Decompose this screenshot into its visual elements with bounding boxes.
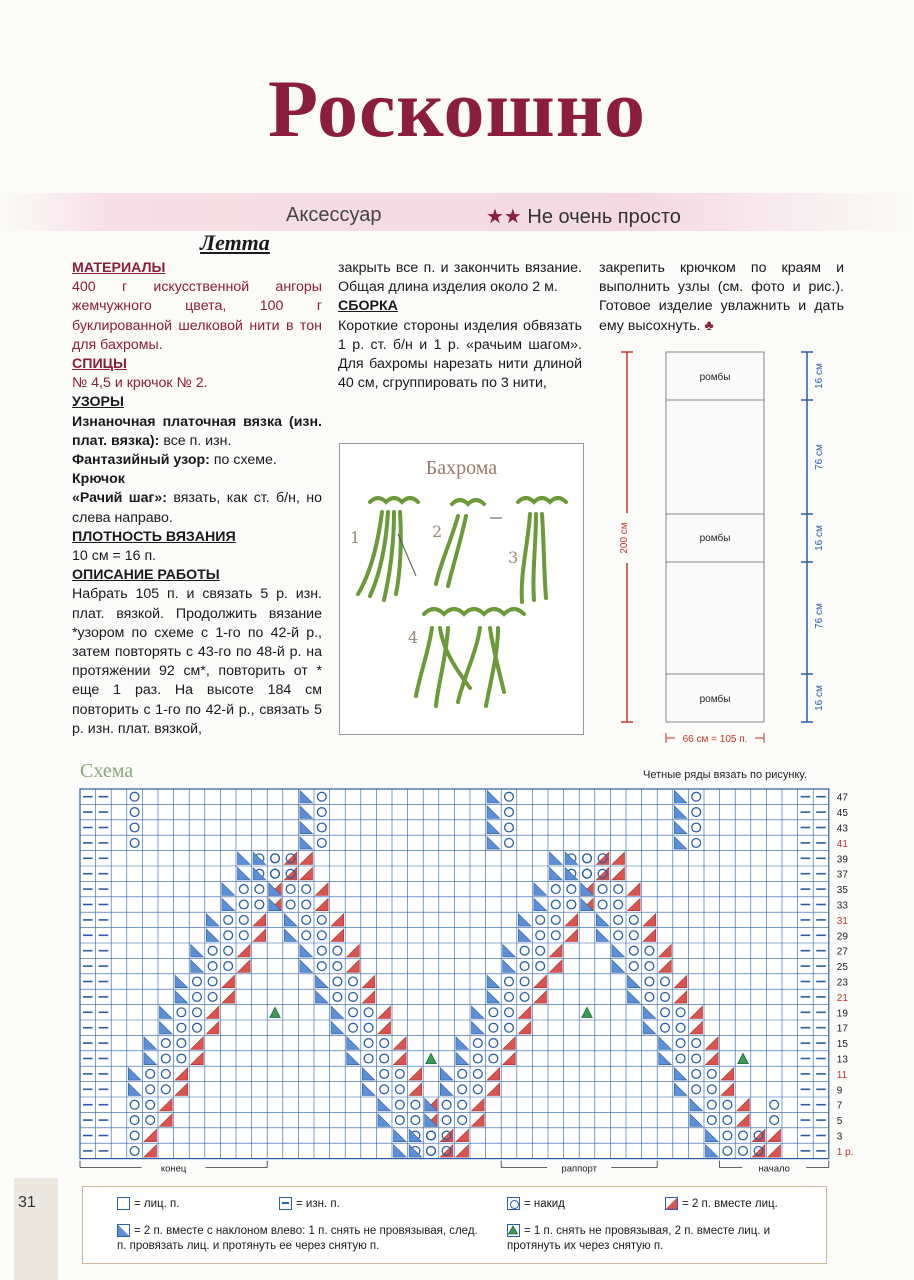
instructions-heading: ОПИСАНИЕ РАБОТЫ <box>72 567 220 584</box>
fringe-step-4: 4 <box>408 628 419 647</box>
pattern-2-name: Фантазийный узор: <box>72 452 210 469</box>
scheme-label: Схема <box>80 760 134 782</box>
segment-label-4: 76 см <box>814 603 825 629</box>
row-number: 1 р. <box>836 1146 854 1158</box>
row-number: 33 <box>836 900 848 912</box>
row-number: 37 <box>836 869 848 881</box>
row-number: 23 <box>836 977 848 989</box>
segment-label-1: 16 см <box>814 363 825 389</box>
legend-purl <box>279 1197 340 1212</box>
legend-ssk <box>117 1224 487 1254</box>
legend-yo-text: = накид <box>524 1198 565 1210</box>
legend-knit <box>117 1197 179 1212</box>
gauge-heading: ПЛОТНОСТЬ ВЯЗАНИЯ <box>72 528 236 545</box>
legend-knit-text: = лиц. п. <box>134 1198 180 1210</box>
ssk-symbol-icon <box>117 1224 130 1237</box>
fringe-title: Бахрома <box>425 457 498 479</box>
legend <box>82 1186 827 1264</box>
section-rhombus-3: ромбы <box>699 694 731 705</box>
sk2p-symbol-icon <box>507 1224 520 1237</box>
row-number: 43 <box>836 823 848 835</box>
knit-symbol-icon <box>117 1197 130 1210</box>
section-rhombus-1: ромбы <box>699 372 731 383</box>
end-mark: ♣ <box>704 317 714 334</box>
legend-k2tog <box>665 1197 778 1212</box>
fringe-drawing <box>340 444 583 734</box>
row-number: 29 <box>836 931 848 943</box>
row-number: 21 <box>836 992 848 1004</box>
instructions-text-1: Набрать 105 п. и связать 5 р. изн. плат. вязкой. Продолжить вязание *узором по схеме с 1-го по 42-й р., затем повторять с 43-го по 48-й р. на протяжении 92 см*, повторить от * еще 1 раз. На высоте 184 см повторить с 1-го по 42-й р., связать 5 р. изн. плат. вязкой, <box>72 586 322 737</box>
fringe-step-3: 3 <box>508 548 519 567</box>
row-number: 35 <box>836 885 848 897</box>
row-number: 47 <box>836 792 848 804</box>
page-number: 31 <box>18 1194 36 1211</box>
author-name: Летта <box>200 230 270 255</box>
text-column-2 <box>338 259 582 393</box>
patterns-heading: УЗОРЫ <box>72 394 124 411</box>
materials-heading: МАТЕРИАЛЫ <box>72 260 166 276</box>
purl-symbol-icon <box>279 1197 292 1210</box>
row-number: 39 <box>836 854 848 866</box>
pattern-1-name: Изнаночная платочная вязка (изн. плат. вязка): <box>72 413 322 449</box>
row-number: 17 <box>836 1023 848 1035</box>
difficulty-label <box>486 204 681 229</box>
page-title: Роскошно <box>267 63 647 154</box>
row-number: 45 <box>836 808 848 820</box>
size-schematic <box>615 348 835 758</box>
legend-ssk-text: = 2 п. вместе с наклоном влево: 1 п. снять не провязывая, след. п. провязать лиц. и протянуть ее через снятую п. <box>117 1225 478 1252</box>
width-label: 66 см = 105 п. <box>682 734 748 745</box>
difficulty-text: Не очень просто <box>527 206 681 228</box>
assembly-text-2: закрепить крючком по краям и выполнить узлы (см. фото и рис.). Готовое изделие увлажнить и дать ему высохнуть. <box>599 260 844 334</box>
chart-repeat-label: раппорт <box>561 1163 597 1175</box>
row-number: 25 <box>836 962 848 974</box>
pattern-3-name: Крючок <box>72 471 125 488</box>
scheme-note: Четные ряды вязать по рисунку. <box>643 769 807 781</box>
fringe-edge-1 <box>370 498 418 502</box>
chart-bottom-labels <box>80 1161 829 1175</box>
legend-sk2p-text: = 1 п. снять не провязывая, 2 п. вместе лиц. и протянуть их через снятую п. <box>507 1225 771 1252</box>
row-number: 19 <box>836 1008 848 1020</box>
row-number: 31 <box>836 915 848 927</box>
row-number: 27 <box>836 946 848 958</box>
row-number: 15 <box>836 1039 848 1051</box>
needles-text: № 4,5 и крючок № 2. <box>72 375 208 392</box>
row-number: 9 <box>836 1085 843 1097</box>
row-number: 41 <box>836 838 848 850</box>
assembly-heading: СБОРКА <box>338 298 398 315</box>
k2tog-symbol-icon <box>665 1197 678 1210</box>
pattern-2-text: по схеме. <box>209 452 277 469</box>
segment-label-3: 16 см <box>814 525 825 551</box>
legend-k2tog-text: = 2 п. вместе лиц. <box>682 1198 778 1210</box>
gauge-text: 10 см = 16 п. <box>72 548 157 565</box>
difficulty-stars: ★★ <box>486 206 522 228</box>
chart-row-numbers <box>837 793 854 1158</box>
legend-sk2p <box>507 1224 807 1254</box>
needles-heading: СПИЦЫ <box>72 356 127 373</box>
fringe-step-2: 2 <box>432 522 443 541</box>
header-band <box>0 193 914 231</box>
fringe-illustration <box>339 443 584 735</box>
segment-label-2: 76 см <box>814 444 825 470</box>
pattern-4-text: вязать, как ст. б/н, но слева направо. <box>72 490 322 526</box>
pattern-4-name: «Рачий шаг»: <box>72 490 167 507</box>
assembly-text-1: Короткие стороны изделия обвязать 1 р. ст. б/н и 1 р. «рачьим шагом». Для бахромы нарезать нити длиной 40 см, сгруппировать по 3 нити, <box>338 317 582 392</box>
row-number: 5 <box>836 1116 843 1128</box>
chart-end-label: конец <box>160 1163 187 1175</box>
legend-yo <box>507 1197 565 1212</box>
knitting-chart <box>78 787 858 1179</box>
text-column-3 <box>599 259 844 336</box>
category-label: Аксессуар <box>286 204 382 226</box>
segment-label-5: 16 см <box>814 685 825 711</box>
row-number: 7 <box>836 1100 843 1112</box>
row-number: 13 <box>836 1054 848 1066</box>
chart-start-label: начало <box>758 1163 790 1175</box>
text-column-1 <box>72 259 322 739</box>
fringe-step-1: 1 <box>350 528 361 547</box>
section-rhombus-2: ромбы <box>699 533 731 544</box>
row-number: 11 <box>836 1069 848 1081</box>
yarn-over-symbol-icon <box>507 1197 520 1210</box>
legend-purl-text: = изн. п. <box>296 1198 340 1210</box>
pattern-1-text: все п. изн. <box>159 432 232 449</box>
total-length-label: 200 см <box>619 522 630 554</box>
instructions-text-2: закрыть все п. и закончить вязание. Общая длина изделия около 2 м. <box>338 260 582 296</box>
row-number: 3 <box>836 1131 843 1143</box>
materials-text: 400 г искусственной ангоры жемчужного цвета, 100 г буклированной шелковой нити в тон для бахромы. <box>72 279 322 353</box>
